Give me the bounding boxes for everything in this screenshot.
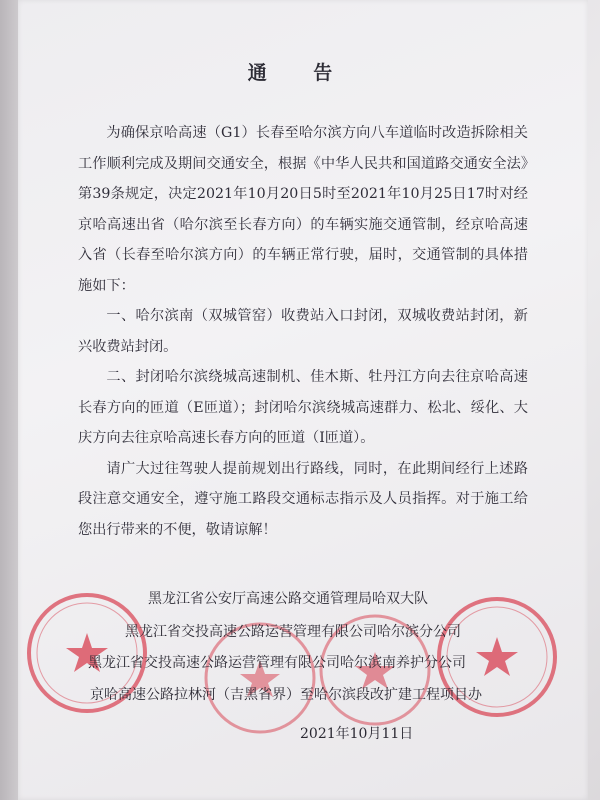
signer-3: 黑龙江省交投高速公路运营管理有限公司哈尔滨南养护分公司 [88, 655, 466, 671]
notice-body [78, 118, 528, 545]
paragraph-measure-1: 一、哈尔滨南（双城管窑）收费站入口封闭，双城收费站封闭，新兴收费站封闭。 [78, 308, 528, 355]
signer-4: 京哈高速公路拉林河（吉黑省界）至哈尔滨段改扩建工程项目办 [90, 687, 482, 703]
notice-title: 通 告 [247, 62, 353, 84]
signer-1: 黑龙江省公安厅高速公路交通管理局哈双大队 [148, 591, 428, 607]
paragraph-intro: 为确保京哈高速（G1）长春至哈尔滨方向八车道临时改造拆除相关工作顺利完成及期间交通安全，根据《中华人民共和国道路交通安全法》第39条规定，决定2021年10月20日5时至2021年10月25日17时对经京哈高速出省（哈尔滨至长春方向）的车辆实施交通管制，经京哈高速入省（长春至哈尔滨方向）的车辆正常行驶，届时，交通管制的具体措施如下： [78, 125, 528, 294]
signer-2: 黑龙江省交投高速公路运营管理有限公司哈尔滨分公司 [125, 624, 461, 640]
paragraph-measure-2: 二、封闭哈尔滨绕城高速制机、佳木斯、牡丹江方向去往京哈高速长春方向的匝道（E匝道）；封闭哈尔滨绕城高速群力、松北、绥化、大庆方向去往京哈高速长春方向的匝道（I匝道）。 [78, 369, 528, 446]
notice-date: 2021年10月11日 [300, 726, 414, 742]
paragraph-closing: 请广大过往驾驶人提前规划出行路线，同时，在此期间经行上述路段注意交通安全，遵守施工路段交通标志指示及人员指挥。对于施工给您出行带来的不便，敬请谅解！ [78, 460, 528, 538]
